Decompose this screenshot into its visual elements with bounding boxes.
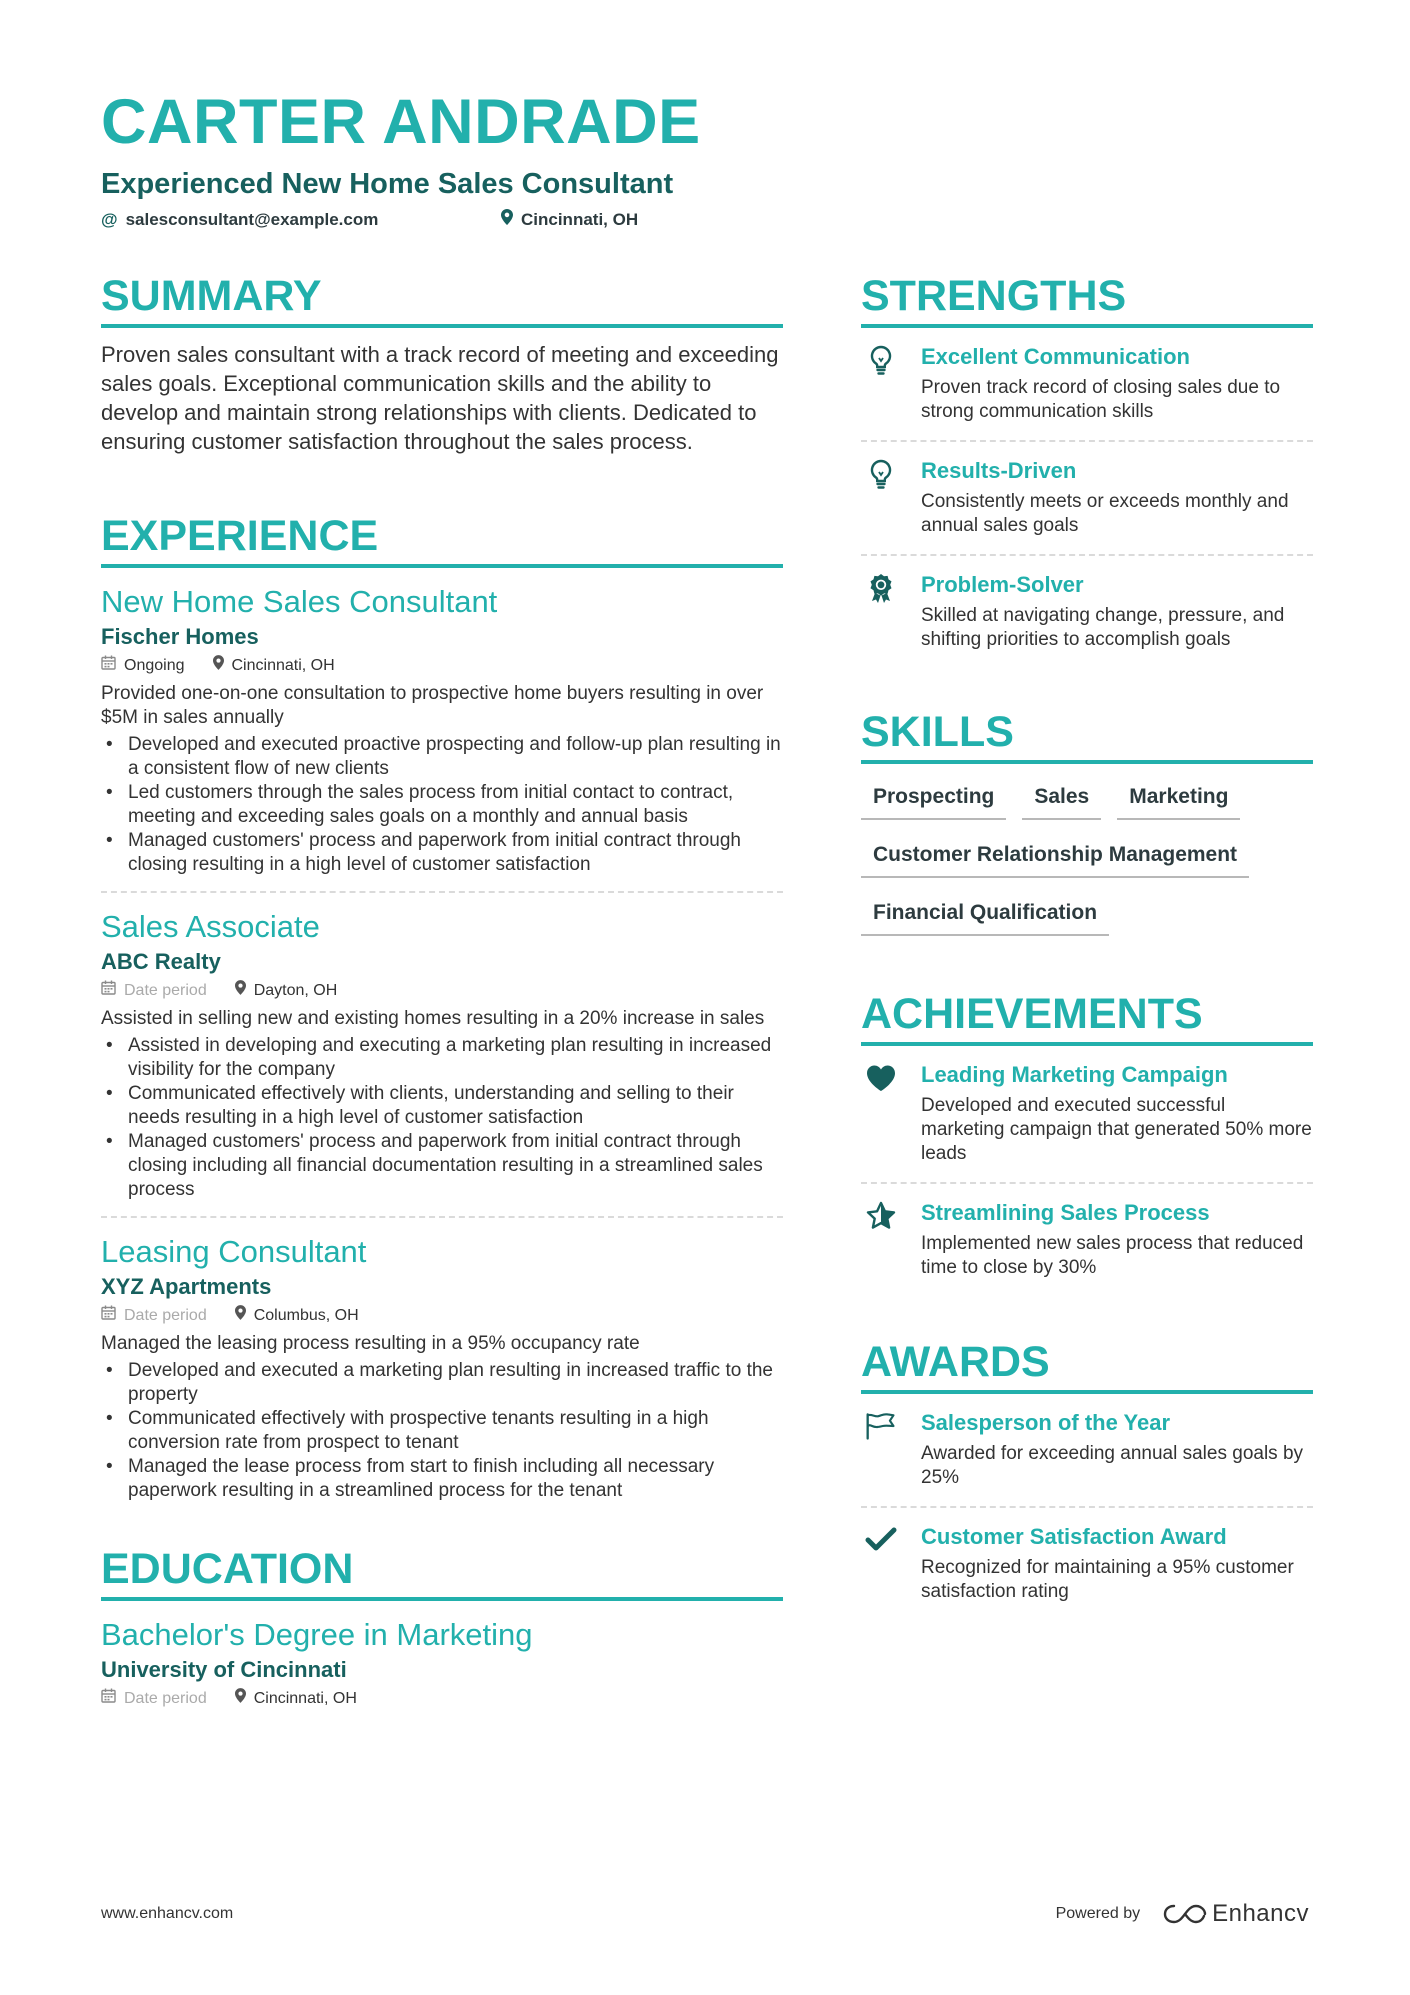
experience-entry: [101, 907, 783, 1218]
skill-tag: Customer Relationship Management: [861, 832, 1249, 878]
strengths-section: [861, 270, 1313, 668]
education-section: [101, 1543, 783, 1725]
achievements-title: ACHIEVEMENTS: [861, 988, 1313, 1046]
enhancv-logo-icon: [1162, 1902, 1208, 1926]
job-title: Leasing Consultant: [101, 1234, 367, 1269]
education-date: Date period: [124, 1690, 207, 1707]
powered-by: [1056, 1900, 1309, 1928]
entry-meta: [101, 654, 783, 678]
entry-meta: [101, 1304, 783, 1328]
award-title: Salesperson of the Year: [921, 1410, 1171, 1435]
award-item: [861, 1394, 1313, 1508]
heart-icon: [861, 1060, 921, 1166]
job-title: New Home Sales Consultant: [101, 584, 498, 619]
experience-section: [101, 510, 783, 1517]
calendar-icon: [101, 654, 116, 678]
list-item: • Developed and executed a marketing plan resulting in increased traffic to the property: [101, 1359, 783, 1407]
education-entry: [101, 1615, 783, 1725]
map-pin-icon: [235, 1687, 246, 1711]
lightbulb-icon: [861, 342, 921, 424]
job-date: Date period: [124, 982, 207, 999]
experience-entry: [101, 1232, 783, 1517]
calendar-icon: [101, 979, 116, 1003]
strength-item: [861, 556, 1313, 668]
degree-title: Bachelor's Degree in Marketing: [101, 1617, 533, 1652]
entry-meta: [101, 1687, 783, 1711]
brand-logo[interactable]: [1162, 1900, 1309, 1928]
achievement-desc: Implemented new sales process that reduced time to close by 30%: [921, 1233, 1304, 1278]
job-date: Date period: [124, 1307, 207, 1324]
list-item: • Communicated effectively with prospective tenants resulting in a high conversion rate from prospect to tenant: [101, 1407, 783, 1455]
list-item: • Managed customers' process and paperwork from initial contract through closing resulting in a high level of customer satisfaction: [101, 829, 783, 877]
list-item: • Communicated effectively with clients, understanding and selling to their needs resulting in a high level of customer satisfaction: [101, 1082, 783, 1130]
strengths-title: STRENGTHS: [861, 270, 1313, 328]
achievement-item: [861, 1046, 1313, 1184]
job-title: Sales Associate: [101, 909, 320, 944]
experience-title: EXPERIENCE: [101, 510, 783, 568]
achievement-title: Streamlining Sales Process: [921, 1200, 1210, 1225]
location-text: Cincinnati, OH: [521, 210, 639, 229]
entry-meta: [101, 979, 783, 1003]
flag-icon: [861, 1408, 921, 1490]
email-text: salesconsultant@example.com: [125, 210, 379, 229]
contact-location: [501, 208, 638, 232]
resume-header: [101, 82, 1311, 232]
brand-name: Enhancv: [1212, 1900, 1309, 1927]
job-description: Assisted in selling new and existing homes resulting in a 20% increase in sales: [101, 1008, 765, 1029]
job-bullets: [101, 733, 783, 877]
star-icon: [861, 1198, 921, 1280]
list-item: • Assisted in developing and executing a marketing plan resulting in increased visibility for the company: [101, 1034, 783, 1082]
job-location: Dayton, OH: [253, 982, 338, 999]
company-name: XYZ Apartments: [101, 1274, 272, 1299]
company-name: ABC Realty: [101, 949, 221, 974]
strength-title: Problem-Solver: [921, 572, 1084, 597]
checkmark-icon: [861, 1522, 921, 1604]
job-bullets: [101, 1034, 783, 1202]
award-title: Customer Satisfaction Award: [921, 1524, 1227, 1549]
job-date: Ongoing: [124, 657, 185, 674]
summary-section: [101, 270, 783, 456]
at-sign-icon: @: [101, 210, 118, 229]
achievement-title: Leading Marketing Campaign: [921, 1062, 1228, 1087]
job-description: Provided one-on-one consultation to prospective home buyers resulting in over $5M in sales annually: [101, 683, 764, 728]
education-location: Cincinnati, OH: [253, 1690, 357, 1707]
award-desc: Recognized for maintaining a 95% customer satisfaction rating: [921, 1557, 1294, 1602]
skills-title: SKILLS: [861, 706, 1313, 764]
achievement-item: [861, 1184, 1313, 1296]
list-item: • Managed the lease process from start to finish including all necessary paperwork resulting in a streamlined process for the tenant: [101, 1455, 783, 1503]
awards-title: AWARDS: [861, 1336, 1313, 1394]
calendar-icon: [101, 1687, 116, 1711]
website-link[interactable]: www.enhancv.com: [101, 1905, 234, 1922]
page-footer: [101, 1900, 1309, 1928]
strength-title: Excellent Communication: [921, 344, 1190, 369]
powered-by-label: Powered by: [1055, 1905, 1141, 1922]
map-pin-icon: [235, 979, 246, 1003]
skill-tag: Sales: [1022, 774, 1101, 820]
achievement-desc: Developed and executed successful marketing campaign that generated 50% more leads: [921, 1095, 1312, 1164]
contact-row: [101, 208, 1311, 232]
list-item: • Managed customers' process and paperwork from initial contract through closing including all financial documentation resulting in a streamlined sales process: [101, 1130, 783, 1202]
education-title: EDUCATION: [101, 1543, 783, 1601]
strength-desc: Consistently meets or exceeds monthly and annual sales goals: [921, 491, 1289, 536]
skill-tag: Marketing: [1117, 774, 1240, 820]
job-bullets: [101, 1359, 783, 1503]
left-column: [101, 270, 783, 1725]
list-item: • Led customers through the sales process from initial contact to contract, meeting and exceeding sales goals on a monthly and annual basis: [101, 781, 783, 829]
map-pin-icon: [501, 208, 513, 232]
skills-section: [861, 706, 1313, 948]
lightbulb-icon: [861, 456, 921, 538]
award-item: [861, 1508, 1313, 1620]
company-name: Fischer Homes: [101, 624, 259, 649]
contact-email[interactable]: [101, 208, 501, 232]
summary-title: SUMMARY: [101, 270, 783, 328]
summary-text: Proven sales consultant with a track record of meeting and exceeding sales goals. Exceptional communication skills and the ability to develop and maintain strong relationships with clients. Dedicated to ensuring customer satisfaction throughout the sales process.: [101, 342, 779, 454]
job-description: Managed the leasing process resulting in a 95% occupancy rate: [101, 1333, 640, 1354]
list-item: • Developed and executed proactive prospecting and follow-up plan resulting in a consistent flow of new clients: [101, 733, 783, 781]
calendar-icon: [101, 1304, 116, 1328]
strength-item: [861, 328, 1313, 442]
skill-tag: Financial Qualification: [861, 890, 1109, 936]
skills-list: [861, 774, 1313, 948]
award-ribbon-icon: [861, 570, 921, 652]
strength-title: Results-Driven: [921, 458, 1077, 483]
job-location: Columbus, OH: [253, 1307, 359, 1324]
awards-section: [861, 1336, 1313, 1620]
skill-tag: Prospecting: [861, 774, 1006, 820]
award-desc: Awarded for exceeding annual sales goals by 25%: [921, 1443, 1304, 1488]
candidate-name: CARTER ANDRADE: [101, 87, 701, 157]
candidate-headline: Experienced New Home Sales Consultant: [101, 168, 674, 200]
right-column: [861, 270, 1313, 1620]
achievements-section: [861, 988, 1313, 1296]
school-name: University of Cincinnati: [101, 1657, 347, 1682]
experience-entry: [101, 582, 783, 893]
job-location: Cincinnati, OH: [231, 657, 335, 674]
strength-desc: Skilled at navigating change, pressure, and shifting priorities to accomplish goals: [921, 605, 1285, 650]
strength-desc: Proven track record of closing sales due to strong communication skills: [921, 377, 1281, 422]
map-pin-icon: [213, 654, 224, 678]
strength-item: [861, 442, 1313, 556]
map-pin-icon: [235, 1304, 246, 1328]
